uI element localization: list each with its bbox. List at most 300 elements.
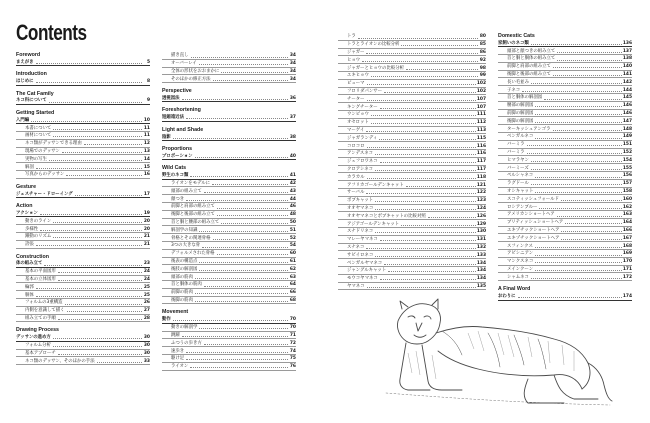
toc-entry[interactable] <box>162 265 296 273</box>
entry-title: マンクスネコ <box>507 259 534 265</box>
toc-entry[interactable] <box>162 187 296 195</box>
leader-dots <box>531 169 622 170</box>
toc-chapter-entry[interactable] <box>16 116 150 124</box>
toc-entry[interactable] <box>338 189 486 197</box>
toc-chapter-entry[interactable] <box>162 172 296 180</box>
entry-title: 基本の立体図形 <box>25 277 56 283</box>
toc-entry[interactable] <box>162 75 296 83</box>
toc-entry[interactable] <box>162 226 296 234</box>
page-number: 36 <box>289 96 296 102</box>
toc-entry[interactable] <box>338 88 486 96</box>
toc-entry[interactable] <box>338 197 486 205</box>
entry-title: ジャガランディ <box>347 135 378 141</box>
leader-dots <box>535 138 622 139</box>
entry-title: 後脚と後部の組み立て <box>507 72 551 78</box>
toc-entry[interactable] <box>16 140 150 148</box>
page-number: 146 <box>622 103 632 109</box>
toc-entry[interactable] <box>498 273 632 281</box>
toc-entry[interactable] <box>338 236 486 244</box>
entry-title: 内側を意識して描く <box>25 308 65 314</box>
toc-entry[interactable] <box>162 273 296 281</box>
toc-entry[interactable] <box>498 110 632 118</box>
page-number: 51 <box>289 227 296 233</box>
toc-entry[interactable] <box>498 55 632 63</box>
entry-title: オーバーレイ <box>171 61 197 67</box>
toc-entry[interactable] <box>498 258 632 266</box>
section-heading: Drawing Process <box>16 327 59 334</box>
toc-entry[interactable] <box>162 339 296 347</box>
page-number: 24 <box>143 269 150 275</box>
toc-entry[interactable] <box>338 127 486 135</box>
leader-dots <box>58 354 142 355</box>
toc-entry[interactable] <box>16 155 150 163</box>
toc-chapter-entry[interactable] <box>498 40 632 48</box>
toc-entry[interactable] <box>498 71 632 79</box>
page-number: 44 <box>289 196 296 202</box>
toc-entry[interactable] <box>162 68 296 76</box>
page-number: 171 <box>622 267 632 272</box>
toc-section <box>162 309 296 370</box>
toc-entry[interactable] <box>338 220 486 228</box>
page-number: 142 <box>622 79 632 85</box>
toc-entry[interactable] <box>16 299 150 307</box>
toc-chapter-entry[interactable] <box>16 190 150 198</box>
leader-dots <box>388 271 476 272</box>
page-number: 115 <box>476 135 486 141</box>
page-number: 9 <box>146 98 150 104</box>
toc-section <box>162 127 296 141</box>
toc-entry[interactable] <box>498 117 632 125</box>
toc-entry[interactable] <box>498 149 632 157</box>
toc-entry[interactable] <box>498 234 632 242</box>
leader-dots <box>557 60 622 61</box>
page-title: Contents <box>16 20 87 45</box>
leader-dots <box>221 223 288 224</box>
toc-entry[interactable] <box>16 217 150 225</box>
toc-section <box>162 107 296 121</box>
leader-dots <box>49 160 142 161</box>
leader-dots <box>36 296 142 297</box>
toc-entry[interactable] <box>16 163 150 171</box>
leader-dots <box>561 231 621 232</box>
toc-entry[interactable] <box>498 250 632 258</box>
toc-section <box>162 146 296 160</box>
toc-entry[interactable] <box>498 211 632 219</box>
leader-dots <box>375 232 476 233</box>
entry-title: マーゲイ <box>347 127 365 133</box>
toc-chapter-entry[interactable] <box>16 59 150 67</box>
toc-entry[interactable] <box>498 219 632 227</box>
section-heading: Getting Started <box>16 109 55 116</box>
page-number: 162 <box>622 204 632 210</box>
toc-section <box>16 110 150 179</box>
entry-title: 画材について <box>25 133 52 139</box>
entry-title: ラグドール <box>507 181 529 187</box>
leader-dots <box>535 177 622 178</box>
leader-dots <box>199 270 288 271</box>
toc-chapter-entry[interactable] <box>162 95 296 103</box>
leader-dots <box>58 272 142 273</box>
entry-title: シャムネコ <box>507 274 529 280</box>
entry-title: 速歩き <box>171 348 185 354</box>
leader-dots <box>371 76 478 77</box>
leader-dots <box>191 57 288 58</box>
toc-entry[interactable] <box>498 164 632 172</box>
leader-dots <box>531 83 622 84</box>
toc-entry[interactable] <box>16 225 150 233</box>
entry-title: 子ネコ <box>507 87 521 93</box>
page-number: 30 <box>143 350 150 356</box>
entry-title: 基本アプローチ <box>25 350 56 356</box>
toc-entry[interactable] <box>498 203 632 211</box>
entry-title: 実物の写生 <box>25 156 47 162</box>
toc-entry[interactable] <box>338 134 486 142</box>
toc-entry[interactable] <box>498 180 632 188</box>
toc-entry[interactable] <box>16 276 150 284</box>
leader-dots <box>49 102 142 103</box>
toc-entry[interactable] <box>338 72 486 80</box>
page-number: 158 <box>622 189 632 195</box>
entry-title: バーミラ <box>507 150 525 156</box>
toc-entry[interactable] <box>338 111 486 119</box>
page-number: 98 <box>479 65 486 71</box>
toc-entry[interactable] <box>498 47 632 55</box>
leader-dots <box>366 248 476 249</box>
leader-dots <box>212 184 288 185</box>
toc-entry[interactable] <box>16 132 150 140</box>
page-number: 112 <box>476 120 486 126</box>
toc-entry[interactable] <box>162 242 296 250</box>
toc-entry[interactable] <box>162 363 296 371</box>
leader-dots <box>195 301 288 302</box>
leader-dots <box>553 75 622 76</box>
toc-entry[interactable] <box>162 180 296 188</box>
leader-dots <box>36 82 142 83</box>
entry-title: 頭部と顔つきの組み立て <box>507 48 556 54</box>
leader-dots <box>195 157 288 158</box>
page-number: 16 <box>143 172 150 178</box>
leader-dots <box>366 53 478 54</box>
toc-entry[interactable] <box>162 211 296 219</box>
toc-column-1 <box>16 52 150 370</box>
entry-title: コロコロ <box>347 143 365 149</box>
toc-entry[interactable] <box>16 350 150 358</box>
page-number: 166 <box>622 228 632 234</box>
toc-entry[interactable] <box>338 283 486 291</box>
page-number: 20 <box>143 218 150 224</box>
toc-column-4 <box>498 33 632 306</box>
leader-dots <box>40 214 142 215</box>
page-number: 116 <box>476 143 486 149</box>
toc-entry[interactable] <box>338 103 486 111</box>
toc-entry[interactable] <box>162 195 296 203</box>
toc-entry[interactable] <box>16 124 150 132</box>
entry-title: 首と胴と腰部の組み立て <box>171 220 220 226</box>
toc-entry[interactable] <box>16 307 150 315</box>
toc-entry[interactable] <box>162 355 296 363</box>
entry-title: ジャングルキャット <box>347 268 387 274</box>
page-number: 80 <box>479 34 486 40</box>
entry-title: ネコ科について <box>16 98 47 104</box>
page-number: 34 <box>289 53 296 59</box>
entry-title: ブリティッシュショートヘア <box>507 220 564 226</box>
page-number: 74 <box>289 348 296 354</box>
leader-dots <box>217 215 288 216</box>
section-heading: Proportions <box>162 146 193 153</box>
leader-dots <box>531 161 622 162</box>
page-number: 30 <box>143 343 150 349</box>
entry-title: スフィンクス <box>507 243 533 249</box>
page-number: 85 <box>479 42 486 48</box>
toc-entry[interactable] <box>498 195 632 203</box>
page-number: 27 <box>143 308 150 314</box>
entry-title: アクション <box>16 210 38 216</box>
leader-dots <box>371 123 476 124</box>
toc-chapter-entry[interactable] <box>16 97 150 105</box>
page-number: 13 <box>143 148 150 154</box>
page-number: 54 <box>289 243 296 249</box>
toc-chapter-entry[interactable] <box>16 260 150 268</box>
toc-entry[interactable] <box>498 172 632 180</box>
toc-entry[interactable] <box>498 266 632 274</box>
entry-title: フォルム分析 <box>25 343 51 349</box>
page-number: 72 <box>289 340 296 346</box>
toc-entry[interactable] <box>162 203 296 211</box>
toc-entry[interactable] <box>16 171 150 179</box>
toc-entry[interactable] <box>338 80 486 88</box>
leader-dots <box>375 256 476 257</box>
page-number: 15 <box>143 164 150 170</box>
page-number: 121 <box>476 182 486 188</box>
page-number: 75 <box>289 356 296 362</box>
leader-dots <box>535 262 622 263</box>
toc-entry[interactable] <box>498 86 632 94</box>
toc-entry[interactable] <box>16 268 150 276</box>
toc-entry[interactable] <box>162 324 296 332</box>
entry-title: 本書について <box>25 125 52 131</box>
toc-chapter-entry[interactable] <box>162 114 296 122</box>
leader-dots <box>565 223 622 224</box>
toc-chapter-entry[interactable] <box>16 334 150 342</box>
toc-entry[interactable] <box>498 78 632 86</box>
toc-entry[interactable] <box>16 291 150 299</box>
entry-title: 動きのライン <box>25 218 52 224</box>
leader-dots <box>531 184 622 185</box>
entry-title: ボブキャット <box>347 198 374 204</box>
leader-dots <box>75 195 142 196</box>
toc-entry[interactable] <box>338 205 486 213</box>
entry-title: バーミーズ <box>507 165 529 171</box>
page-number: 68 <box>289 298 296 304</box>
entry-title: 陰影 <box>162 134 171 140</box>
toc-entry[interactable] <box>338 56 486 64</box>
toc-entry[interactable] <box>162 332 296 340</box>
leader-dots <box>66 175 142 176</box>
leader-dots <box>375 170 476 171</box>
leader-dots <box>522 91 622 92</box>
toc-entry[interactable] <box>162 234 296 242</box>
toc-entry[interactable] <box>162 347 296 355</box>
leader-dots <box>53 222 142 223</box>
toc-entry[interactable] <box>338 212 486 220</box>
leader-dots <box>535 247 622 248</box>
toc-entry[interactable] <box>162 219 296 227</box>
entry-title: エキゾチックショートヘア <box>507 228 560 234</box>
entry-title: マレーヤマネコ <box>347 237 378 243</box>
toc-entry[interactable] <box>498 102 632 110</box>
toc-entry[interactable] <box>16 148 150 156</box>
toc-entry[interactable] <box>162 250 296 258</box>
entry-title: 頭部の筋肉 <box>171 274 193 280</box>
toc-entry[interactable] <box>338 119 486 127</box>
toc-entry[interactable] <box>162 281 296 289</box>
leader-dots <box>375 154 476 155</box>
page-number: 134 <box>476 260 486 266</box>
page-number: 66 <box>289 290 296 296</box>
section-heading: Construction <box>16 253 49 260</box>
entry-title: ヒマラヤン <box>507 157 529 163</box>
page-number: 26 <box>143 300 150 306</box>
toc-entry[interactable] <box>16 315 150 323</box>
page-number: 133 <box>476 252 486 258</box>
toc-entry[interactable] <box>498 94 632 102</box>
entry-title: フロリダパンサー <box>347 88 383 94</box>
leader-dots <box>36 288 142 289</box>
toc-entry[interactable] <box>16 342 150 350</box>
toc-entry[interactable] <box>498 141 632 149</box>
entry-title: 後肢の解剖図 <box>171 266 198 272</box>
page-number: 129 <box>476 221 486 227</box>
toc-entry[interactable] <box>338 95 486 103</box>
entry-title: はじめに <box>16 79 34 85</box>
page-number: 140 <box>622 64 632 70</box>
toc-entry[interactable] <box>498 188 632 196</box>
page-number: 25 <box>143 284 150 290</box>
entry-title: オオヤマネコとボブキャットの比較対照 <box>347 213 426 219</box>
page-number: 138 <box>622 56 632 62</box>
toc-entry[interactable] <box>338 228 486 236</box>
page-number: 141 <box>622 72 632 78</box>
page-number: 130 <box>476 229 486 235</box>
page-number: 146 <box>622 111 632 117</box>
toc-entry[interactable] <box>498 63 632 71</box>
entry-title: エキゾチックショートヘア <box>507 235 560 241</box>
entry-title: 顔つき <box>171 196 185 202</box>
entry-title: 誇張 <box>25 242 34 248</box>
toc-entry[interactable] <box>16 233 150 241</box>
toc-entry[interactable] <box>162 60 296 68</box>
toc-entry[interactable] <box>16 283 150 291</box>
toc-entry[interactable] <box>162 258 296 266</box>
toc-section <box>162 165 296 304</box>
toc-chapter-entry[interactable] <box>162 316 296 324</box>
toc-entry[interactable] <box>498 125 632 133</box>
toc-entry[interactable] <box>162 289 296 297</box>
entry-title: アフリカゴールデンキャット <box>347 182 404 188</box>
page-number: 71 <box>289 332 296 338</box>
leader-dots <box>401 45 478 46</box>
toc-entry[interactable] <box>338 158 486 166</box>
entry-title: 首と胴体の筋肉 <box>171 282 202 288</box>
toc-entry[interactable] <box>338 244 486 252</box>
leader-dots <box>428 217 476 218</box>
toc-entry[interactable] <box>498 156 632 164</box>
page-number: 76 <box>289 364 296 370</box>
entry-title: 首と胴と胴体の組み立て <box>507 56 556 62</box>
entry-title: デフォルメされた骨格 <box>171 251 215 257</box>
entry-title: ベンガルネコ <box>507 134 534 140</box>
toc-entry[interactable] <box>162 297 296 305</box>
section-heading: Introduction <box>16 71 47 78</box>
leader-dots <box>553 130 622 131</box>
toc-entry[interactable] <box>338 33 486 41</box>
toc-entry[interactable] <box>16 357 150 365</box>
toc-entry[interactable] <box>338 142 486 150</box>
page-number: 131 <box>476 237 486 243</box>
toc-entry[interactable] <box>338 64 486 72</box>
leader-dots <box>204 344 288 345</box>
toc-entry[interactable] <box>162 52 296 60</box>
entry-title: キングチーター <box>347 104 378 110</box>
toc-entry[interactable] <box>338 150 486 158</box>
page-number: 24 <box>143 277 150 283</box>
toc-entry[interactable] <box>338 173 486 181</box>
leader-dots <box>380 279 476 280</box>
toc-chapter-entry[interactable] <box>16 78 150 86</box>
leader-dots <box>527 145 622 146</box>
toc-chapter-entry[interactable] <box>162 153 296 161</box>
toc-entry[interactable] <box>16 241 150 249</box>
leader-dots <box>65 304 142 305</box>
leader-dots <box>204 192 288 193</box>
toc-entry[interactable] <box>338 41 486 49</box>
leader-dots <box>173 320 288 321</box>
toc-section <box>338 33 486 290</box>
toc-entry[interactable] <box>338 267 486 275</box>
toc-entry[interactable] <box>338 259 486 267</box>
leader-dots <box>199 231 288 232</box>
leader-dots <box>44 265 142 266</box>
page-number: 86 <box>479 49 486 55</box>
leader-dots <box>358 38 478 39</box>
leader-dots <box>401 225 476 226</box>
leader-dots <box>535 192 621 193</box>
toc-entry[interactable] <box>498 242 632 250</box>
toc-entry[interactable] <box>338 166 486 174</box>
entry-title: 腰部の解剖図 <box>507 103 534 109</box>
page-number: 11 <box>143 133 150 139</box>
toc-entry[interactable] <box>498 133 632 141</box>
page-number: 134 <box>476 276 486 282</box>
toc-entry[interactable] <box>338 251 486 259</box>
toc-entry[interactable] <box>338 49 486 57</box>
toc-chapter-entry[interactable] <box>162 133 296 141</box>
entry-title: 前脚と肩部の組み立て <box>507 64 551 70</box>
leader-dots <box>67 311 142 312</box>
toc-entry[interactable] <box>498 227 632 235</box>
page-number: 34 <box>289 68 296 74</box>
toc-entry[interactable] <box>338 181 486 189</box>
entry-title: おわりに <box>498 294 516 300</box>
leader-dots <box>527 153 622 154</box>
leader-dots <box>190 367 288 368</box>
page-number: 17 <box>143 191 150 197</box>
toc-entry[interactable] <box>338 275 486 283</box>
toc-chapter-entry[interactable] <box>16 210 150 218</box>
entry-title: ジャガー <box>347 49 365 55</box>
toc-section <box>16 71 150 85</box>
section-heading: A Final Word <box>498 286 531 293</box>
